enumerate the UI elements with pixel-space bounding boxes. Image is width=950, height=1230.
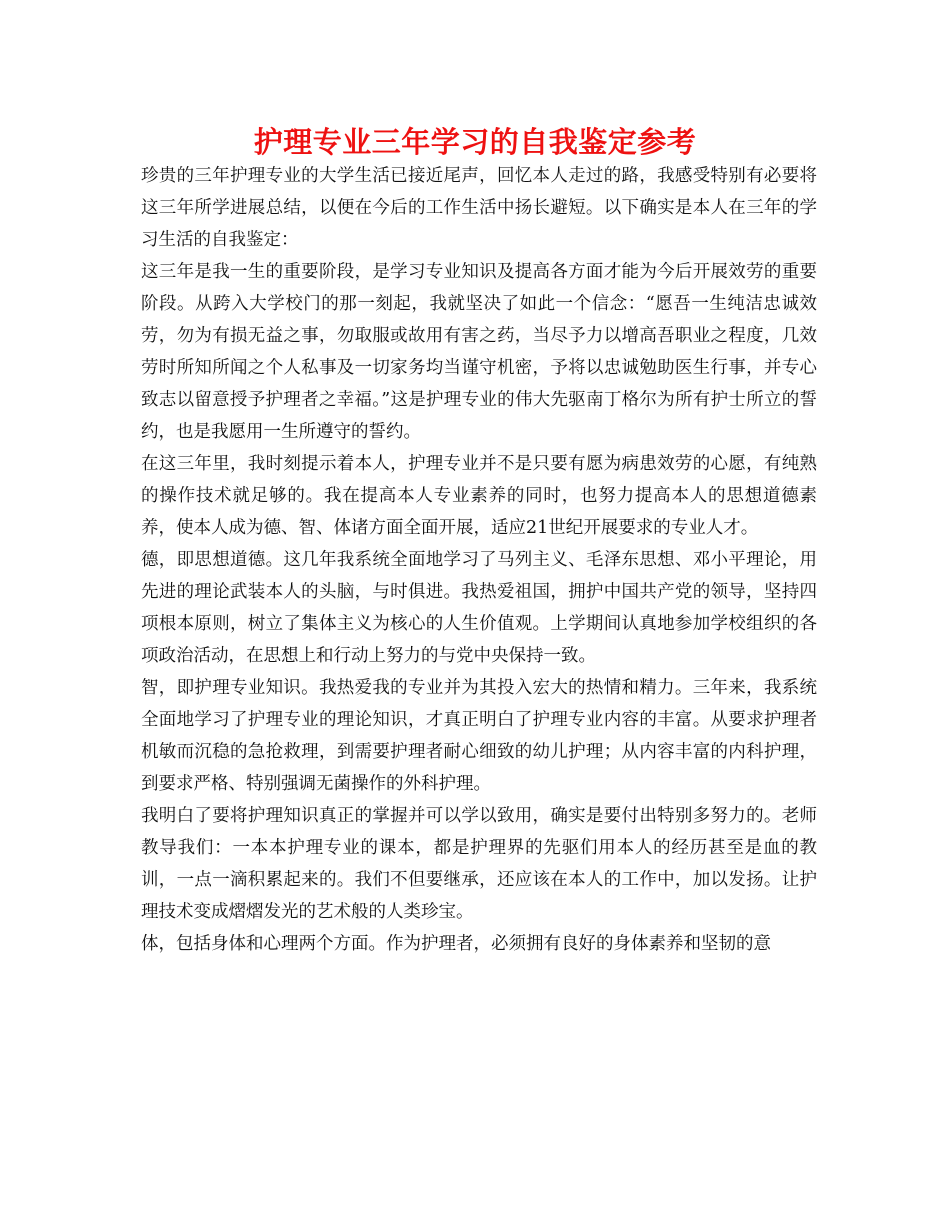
document-body	[141, 160, 817, 960]
paragraph-morality: 德，即思想道德。这几年我系统全面地学习了马列主义、毛泽东思想、邓小平理论，用先进的理论武装本人的头脑，与时俱进。我热爱祖国，拥护中国共产党的领导，坚持四项根本原则，树立了集体主义为核心的人生价值观。上学期间认真地参加学校组织的各项政治活动，在思想上和行动上努力的与党中央保持一致。	[141, 550, 817, 666]
paragraph-intro: 珍贵的三年护理专业的大学生活已接近尾声，回忆本人走过的路，我感受特别有必要将这三年所学进展总结，以便在今后的工作生活中扬长避短。以下确实是本人在三年的学习生活的自我鉴定：	[141, 166, 817, 250]
document-title: 护理专业三年学习的自我鉴定参考	[253, 125, 697, 159]
paragraph-physical: 体，包括身体和心理两个方面。作为护理者，必须拥有良好的身体素养和坚韧的意	[141, 934, 771, 954]
paragraph-learning: 我明白了要将护理知识真正的掌握并可以学以致用，确实是要付出特别多努力的。老师教导我们：一本本护理专业的课本，都是护理界的先驱们用本人的经历甚至是血的教训，一点一滴积累起来的。我们不但要继承，还应该在本人的工作中，加以发扬。让护理技术变成熠熠发光的艺术般的人类珍宝。	[141, 806, 817, 922]
paragraph-oath: 这三年是我一生的重要阶段，是学习专业知识及提高各方面才能为今后开展效劳的重要阶段。从跨入大学校门的那一刻起，我就坚决了如此一个信念：“愿吾一生纯洁忠诚效劳，勿为有损无益之事，勿取服或故用有害之药，当尽予力以增高吾职业之程度，几效劳时所知所闻之个人私事及一切家务均当谨守机密，予将以忠诚勉助医生行事，并专心致志以留意授予护理者之幸福。”这是护理专业的伟大先驱南丁格尔为所有护士所立的誓约，也是我愿用一生所遵守的誓约。	[141, 262, 817, 442]
paragraph-reminder: 在这三年里，我时刻提示着本人，护理专业并不是只要有愿为病患效劳的心愿，有纯熟的操作技术就足够的。我在提高本人专业素养的同时，也努力提高本人的思想道德素养，使本人成为德、智、体诸方面全面开展，适应21世纪开展要求的专业人才。	[141, 454, 817, 538]
paragraph-knowledge: 智，即护理专业知识。我热爱我的专业并为其投入宏大的热情和精力。三年来，我系统全面地学习了护理专业的理论知识，才真正明白了护理专业内容的丰富。从要求护理者机敏而沉稳的急抢救理，到需要护理者耐心细致的幼儿护理；从内容丰富的内科护理，到要求严格、特别强调无菌操作的外科护理。	[141, 678, 817, 794]
